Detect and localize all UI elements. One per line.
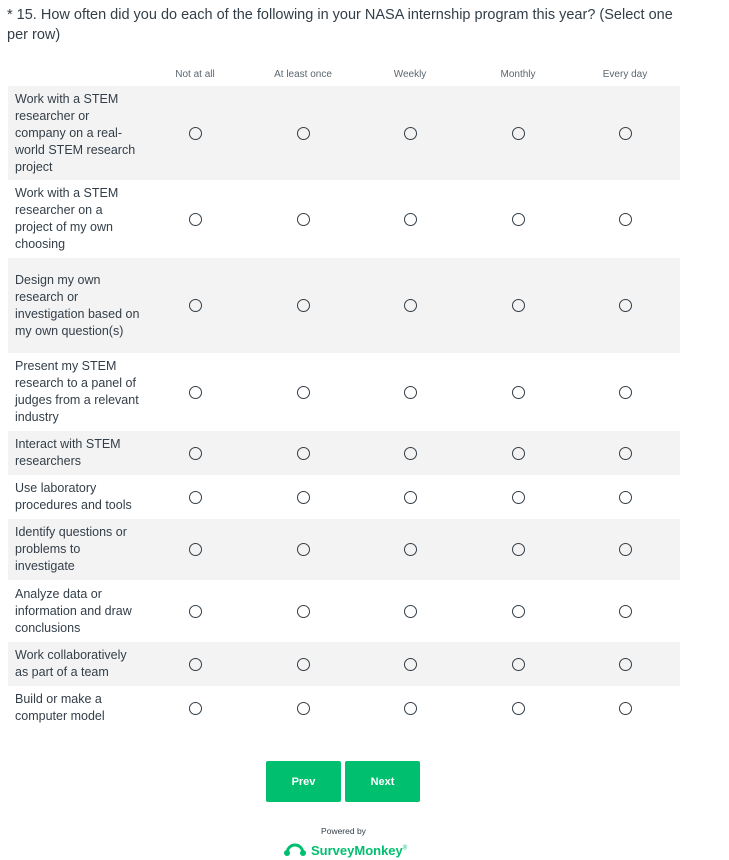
- radio-not-at-all[interactable]: [189, 605, 202, 618]
- radio-at-least-once[interactable]: [297, 491, 310, 504]
- matrix-row: [8, 642, 680, 686]
- matrix-row: [8, 258, 680, 353]
- matrix-row: [8, 475, 680, 519]
- radio-not-at-all[interactable]: [189, 658, 202, 671]
- radio-monthly[interactable]: [512, 447, 525, 460]
- radio-every-day[interactable]: [619, 658, 632, 671]
- radio-weekly[interactable]: [404, 127, 417, 140]
- radio-monthly[interactable]: [512, 605, 525, 618]
- radio-monthly[interactable]: [512, 543, 525, 556]
- radio-at-least-once[interactable]: [297, 213, 310, 226]
- radio-not-at-all[interactable]: [189, 702, 202, 715]
- radio-every-day[interactable]: [619, 299, 632, 312]
- radio-at-least-once[interactable]: [297, 447, 310, 460]
- radio-weekly[interactable]: [404, 299, 417, 312]
- radio-weekly[interactable]: [404, 386, 417, 399]
- column-header-weekly: Weekly: [393, 69, 427, 80]
- radio-every-day[interactable]: [619, 386, 632, 399]
- radio-weekly[interactable]: [404, 447, 417, 460]
- radio-at-least-once[interactable]: [297, 543, 310, 556]
- radio-not-at-all[interactable]: [189, 213, 202, 226]
- radio-at-least-once[interactable]: [297, 658, 310, 671]
- radio-every-day[interactable]: [619, 491, 632, 504]
- row-label: Work with a STEM researcher on a project of my own choosing: [15, 186, 119, 251]
- radio-weekly[interactable]: [404, 543, 417, 556]
- surveymonkey-brand-name: SurveyMonkey®: [311, 842, 408, 858]
- radio-monthly[interactable]: [512, 491, 525, 504]
- row-label: Use laboratory procedures and tools: [15, 481, 132, 512]
- radio-monthly[interactable]: [512, 299, 525, 312]
- radio-not-at-all[interactable]: [189, 386, 202, 399]
- row-label: Work with a STEM researcher or company on a real-world STEM research project: [15, 91, 136, 174]
- radio-monthly[interactable]: [512, 702, 525, 715]
- row-label: Work collaboratively as part of a team: [15, 648, 127, 679]
- matrix-row: [8, 519, 680, 580]
- radio-every-day[interactable]: [619, 213, 632, 226]
- radio-monthly[interactable]: [512, 213, 525, 226]
- powered-by-label: Powered by: [321, 826, 366, 836]
- matrix-row: [8, 180, 680, 258]
- row-label: Analyze data or information and draw conclusions: [15, 586, 132, 635]
- matrix-row: [8, 86, 680, 180]
- question-title: * 15. How often did you do each of the following in your NASA internship program this year? (Select one per row): [7, 7, 673, 43]
- radio-at-least-once[interactable]: [297, 702, 310, 715]
- matrix-row: [8, 431, 680, 475]
- row-label: Present my STEM research to a panel of judges from a relevant industry: [15, 359, 139, 424]
- radio-weekly[interactable]: [404, 491, 417, 504]
- radio-at-least-once[interactable]: [297, 386, 310, 399]
- radio-at-least-once[interactable]: [297, 299, 310, 312]
- radio-monthly[interactable]: [512, 658, 525, 671]
- next-button[interactable]: Next: [345, 761, 420, 802]
- row-label: Identify questions or problems to investigate: [15, 525, 127, 573]
- prev-button[interactable]: Prev: [266, 761, 341, 802]
- column-header-not-at-all: Not at all: [175, 69, 215, 80]
- radio-every-day[interactable]: [619, 543, 632, 556]
- radio-weekly[interactable]: [404, 658, 417, 671]
- radio-every-day[interactable]: [619, 605, 632, 618]
- radio-at-least-once[interactable]: [297, 127, 310, 140]
- column-header-at-least-once: At least once: [274, 69, 332, 80]
- radio-every-day[interactable]: [619, 127, 632, 140]
- radio-not-at-all[interactable]: [189, 543, 202, 556]
- matrix-row: [8, 353, 680, 431]
- radio-weekly[interactable]: [404, 605, 417, 618]
- radio-at-least-once[interactable]: [297, 605, 310, 618]
- radio-not-at-all[interactable]: [189, 299, 202, 312]
- matrix-row: [8, 686, 680, 730]
- radio-every-day[interactable]: [619, 447, 632, 460]
- matrix-row: [8, 580, 680, 642]
- row-label: Interact with STEM researchers: [15, 437, 121, 468]
- radio-weekly[interactable]: [404, 702, 417, 715]
- surveymonkey-icon: [283, 843, 307, 857]
- radio-weekly[interactable]: [404, 213, 417, 226]
- surveymonkey-logo[interactable]: [283, 840, 407, 860]
- row-label: Design my own research or investigation based on my own question(s): [15, 272, 140, 338]
- radio-not-at-all[interactable]: [189, 447, 202, 460]
- column-header-every-day: Every day: [602, 69, 648, 80]
- row-label: Build or make a computer model: [15, 692, 105, 723]
- radio-every-day[interactable]: [619, 702, 632, 715]
- radio-not-at-all[interactable]: [189, 127, 202, 140]
- radio-monthly[interactable]: [512, 127, 525, 140]
- column-header-monthly: Monthly: [500, 69, 536, 80]
- radio-monthly[interactable]: [512, 386, 525, 399]
- radio-not-at-all[interactable]: [189, 491, 202, 504]
